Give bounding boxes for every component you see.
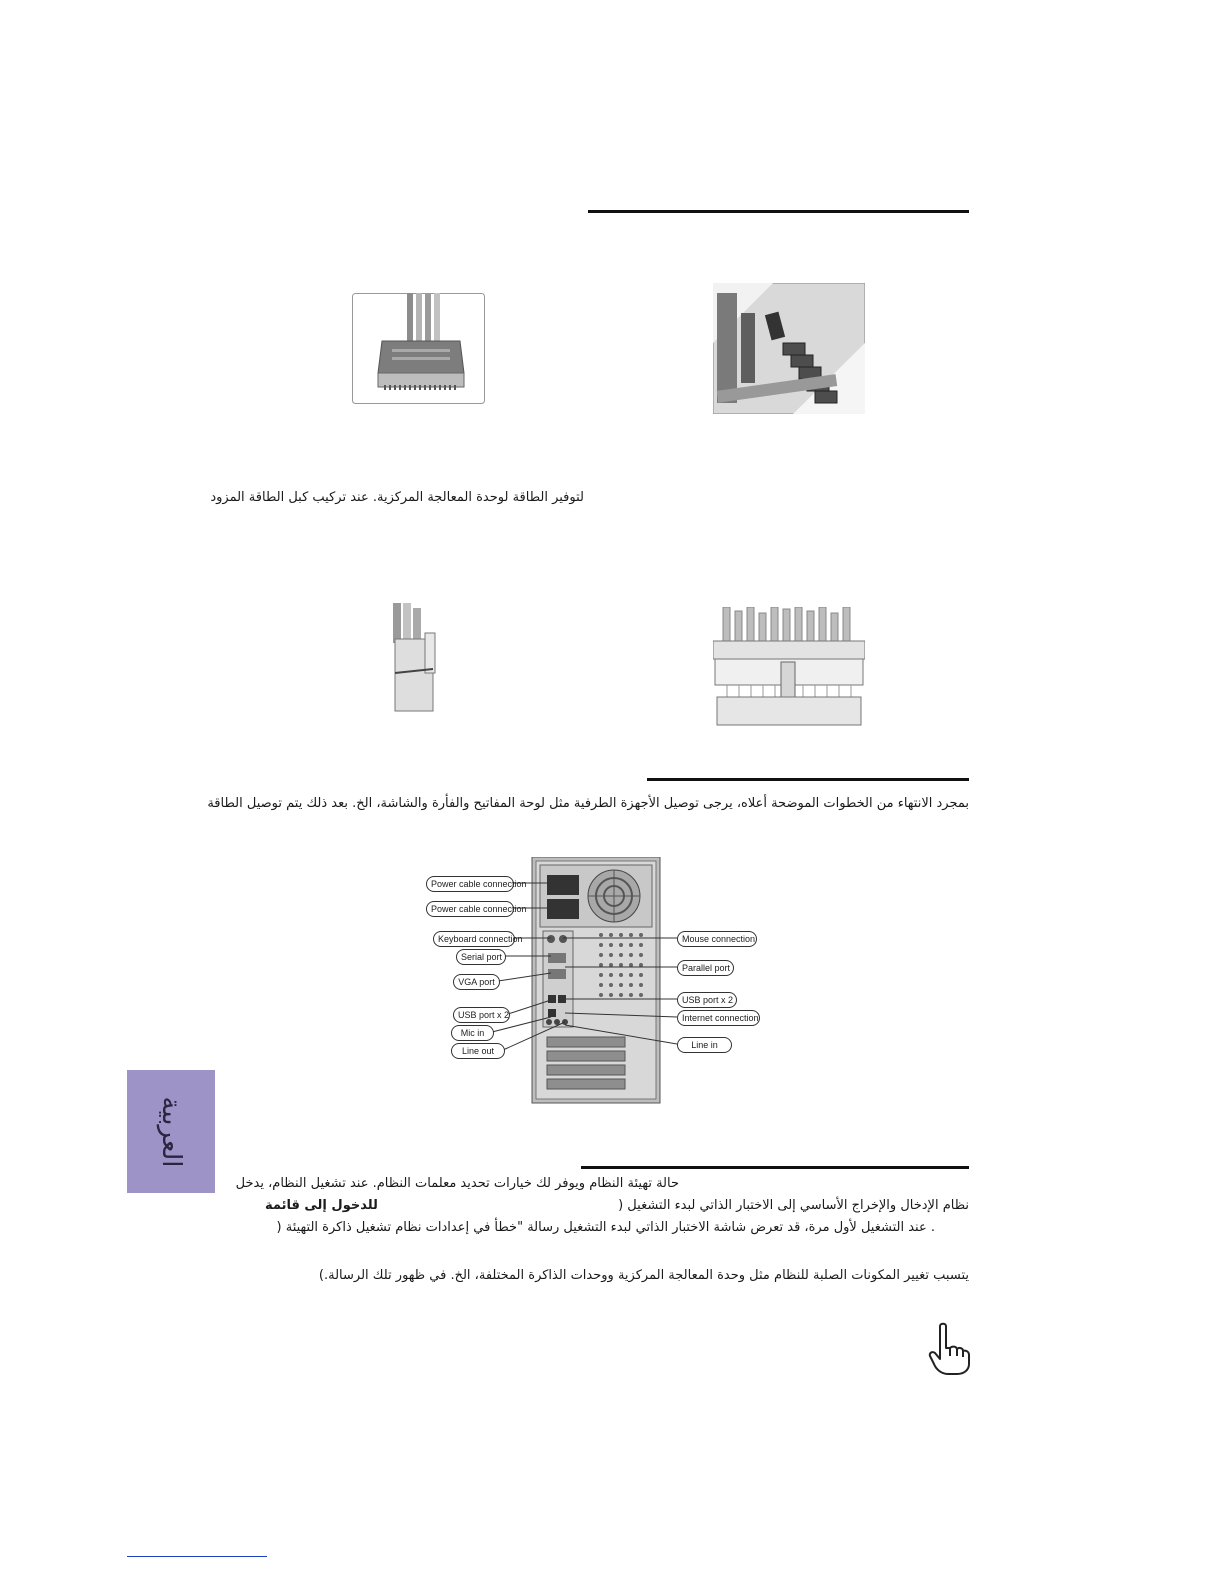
label-vga-port: VGA port: [453, 974, 500, 990]
footer-link-underline: [127, 1556, 267, 1557]
rear-panel-figure: [415, 857, 765, 1105]
language-side-tab: [127, 1070, 215, 1193]
section-rule-bios: [581, 1166, 969, 1169]
sata-ports-figure: [713, 283, 865, 414]
atx-24pin-connector-figure: [713, 607, 865, 727]
label-internet: Internet connection: [677, 1010, 760, 1026]
cpu-power-paragraph: لتوفير الطاقة لوحدة المعالجة المركزية. عند تركيب كبل الطاقة المزود: [210, 490, 584, 505]
bios-line-2: نظام الإدخال والإخراج الأساسي إلى الاختبار الذاتي لبدء التشغيل (: [618, 1198, 969, 1213]
pointing-hand-icon: [926, 1322, 972, 1376]
bios-line-1: حالة تهيئة النظام ويوفر لك خيارات تحديد معلمات النظام. عند تشغيل النظام، يدخل: [235, 1176, 679, 1191]
label-line-in: Line in: [677, 1037, 732, 1053]
section-rule-middle: [647, 778, 969, 781]
bios-menu-bold: للدخول إلى قائمة: [265, 1198, 378, 1213]
label-serial-port: Serial port: [456, 949, 506, 965]
bios-line-4: يتسبب تغيير المكونات الصلبة للنظام مثل وحدة المعالجة المركزية ووحدات الذاكرة المختلفة، الخ. في ظهور تلك الرسالة.): [318, 1268, 969, 1283]
peripherals-paragraph: بمجرد الانتهاء من الخطوات الموضحة أعلاه، يرجى توصيل الأجهزة الطرفية مثل لوحة المفاتيح والفأرة والشاشة، الخ. بعد ذلك يتم توصيل الطاقة: [207, 796, 969, 811]
bios-line-3: . عند التشغيل لأول مرة، قد تعرض شاشة الاختبار الذاتي لبدء التشغيل رسالة "خطأ في إعدادات نظام تشغيل ذاكرة التهيئة (: [276, 1220, 935, 1235]
label-parallel-port: Parallel port: [677, 960, 734, 976]
side-tab-label: العربية: [156, 1096, 186, 1168]
atx-4pin-connector-figure: [385, 603, 445, 713]
bios-line-2-bold: [265, 1198, 378, 1213]
sata-power-connector-figure: [352, 293, 485, 404]
label-line-out: Line out: [451, 1043, 505, 1059]
label-mic-in: Mic in: [451, 1025, 494, 1041]
label-keyboard: Keyboard connection: [433, 931, 515, 947]
label-usb-left: USB port x 2: [453, 1007, 510, 1023]
label-power-cable-1: Power cable connection: [426, 876, 514, 892]
label-usb-right: USB port x 2: [677, 992, 737, 1008]
section-rule-top: [588, 210, 969, 213]
label-mouse: Mouse connection: [677, 931, 757, 947]
label-power-cable-2: Power cable connection: [426, 901, 514, 917]
